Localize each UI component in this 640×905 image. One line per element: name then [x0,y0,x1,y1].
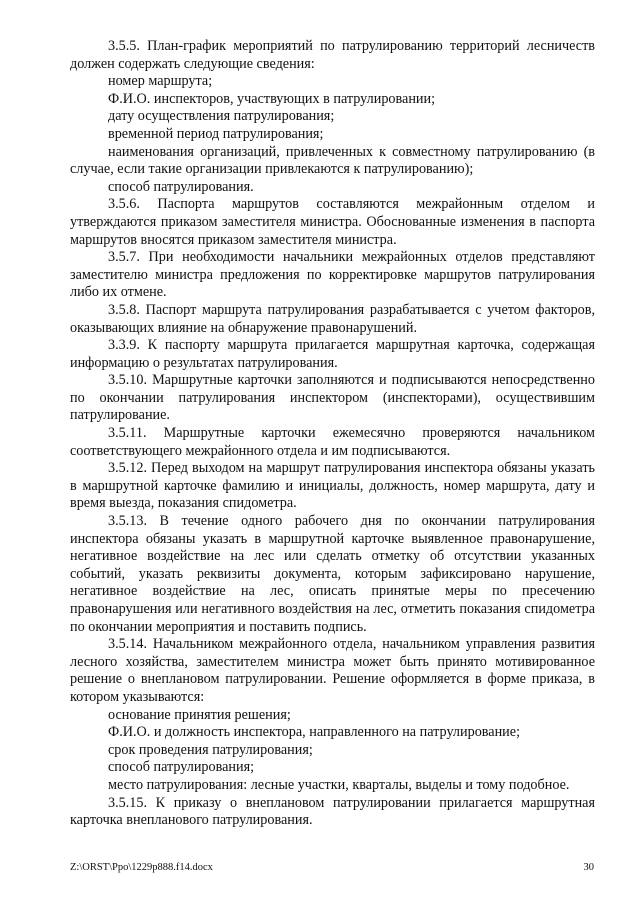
paragraph-3-5-12: 3.5.12. Перед выходом на маршрут патрулирования инспектора обязаны указать в маршрутной карточке фамилию и инициалы, должность, номер маршрута, дату и время выезда, показания спидометра. [70,460,595,512]
list-item: основание принятия решения; [108,706,291,723]
paragraph-3-5-8: 3.5.8. Паспорт маршрута патрулирования разрабатывается с учетом факторов, оказывающих влияние на обнаружение правонарушений. [70,301,595,336]
list-item: дату осуществления патрулирования; [108,108,335,125]
paragraph-organizations: наименования организаций, привлеченных к совместному патрулированию (в случае, если такие организации привлекаются к патрулированию); [70,143,595,178]
paragraph-3-5-13: 3.5.13. В течение одного рабочего дня по окончании патрулирования инспектора обязаны указать в маршрутной карточке выявленное правонарушение, негативное воздействие на лес или сделать отметку об отсутствии указанных событий, указать реквизиты документа, которым зафиксировано нарушение, негативное воздействие на лес, описать принятые меры по пресечению правонарушения или негативного воздействия на лес, отметить показания спидометра по окончании мероприятия и поставить подпись. [70,513,595,635]
paragraph-3-5-5: 3.5.5. План-график мероприятий по патрулированию территорий лесничеств должен содержать следующие сведения: [70,38,595,72]
paragraph-3-3-9: 3.3.9. К паспорту маршрута прилагается маршрутная карточка, содержащая информацию о результатах патрулирования. [70,337,595,371]
list-item: временной период патрулирования; [108,125,324,142]
list-item: срок проведения патрулирования; [108,741,313,758]
paragraph-3-5-7: 3.5.7. При необходимости начальники межрайонных отделов представляют заместителю министра предложения по корректировке маршрутов патрулирования либо их отмене. [70,249,595,301]
paragraph-3-5-10: 3.5.10. Маршрутные карточки заполняются и подписываются непосредственно по окончании патрулирования инспектором (инспекторами), осуществившим патрулирование. [70,372,595,424]
list-item: способ патрулирования. [108,178,254,195]
list-item: Ф.И.О. инспекторов, участвующих в патрулировании; [108,90,436,107]
list-item: способ патрулирования; [108,759,255,776]
paragraph-3-5-15: 3.5.15. К приказу о внеплановом патрулировании прилагается маршрутная карточка внепланового патрулирования. [70,794,595,829]
paragraph-3-5-14: 3.5.14. Начальником межрайонного отдела, начальником управления развития лесного хозяйства, заместителем министра может быть принято мотивированное решение о внеплановом патрулировании. Решение оформляется в форме приказа, в котором указываются: [70,636,595,705]
list-item: Ф.И.О. и должность инспектора, направленного на патрулирование; [108,724,521,741]
footer-file-path: Z:\ORST\Ppo\1229p888.f14.docx [70,862,213,873]
paragraph-3-5-11: 3.5.11. Маршрутные карточки ежемесячно проверяются начальником соответствующего межрайонного отдела и им подписываются. [70,425,595,459]
document-body [70,38,595,830]
list-item: номер маршрута; [108,73,213,90]
page-number: 30 [583,862,594,873]
paragraph-3-5-6: 3.5.6. Паспорта маршрутов составляются межрайонным отделом и утверждаются приказом заместителя министра. Обоснованные изменения в паспорта маршрутов вносятся приказом заместителя министра. [70,196,595,248]
paragraph-place: место патрулирования: лесные участки, кварталы, выделы и тому подобное. [108,776,570,793]
